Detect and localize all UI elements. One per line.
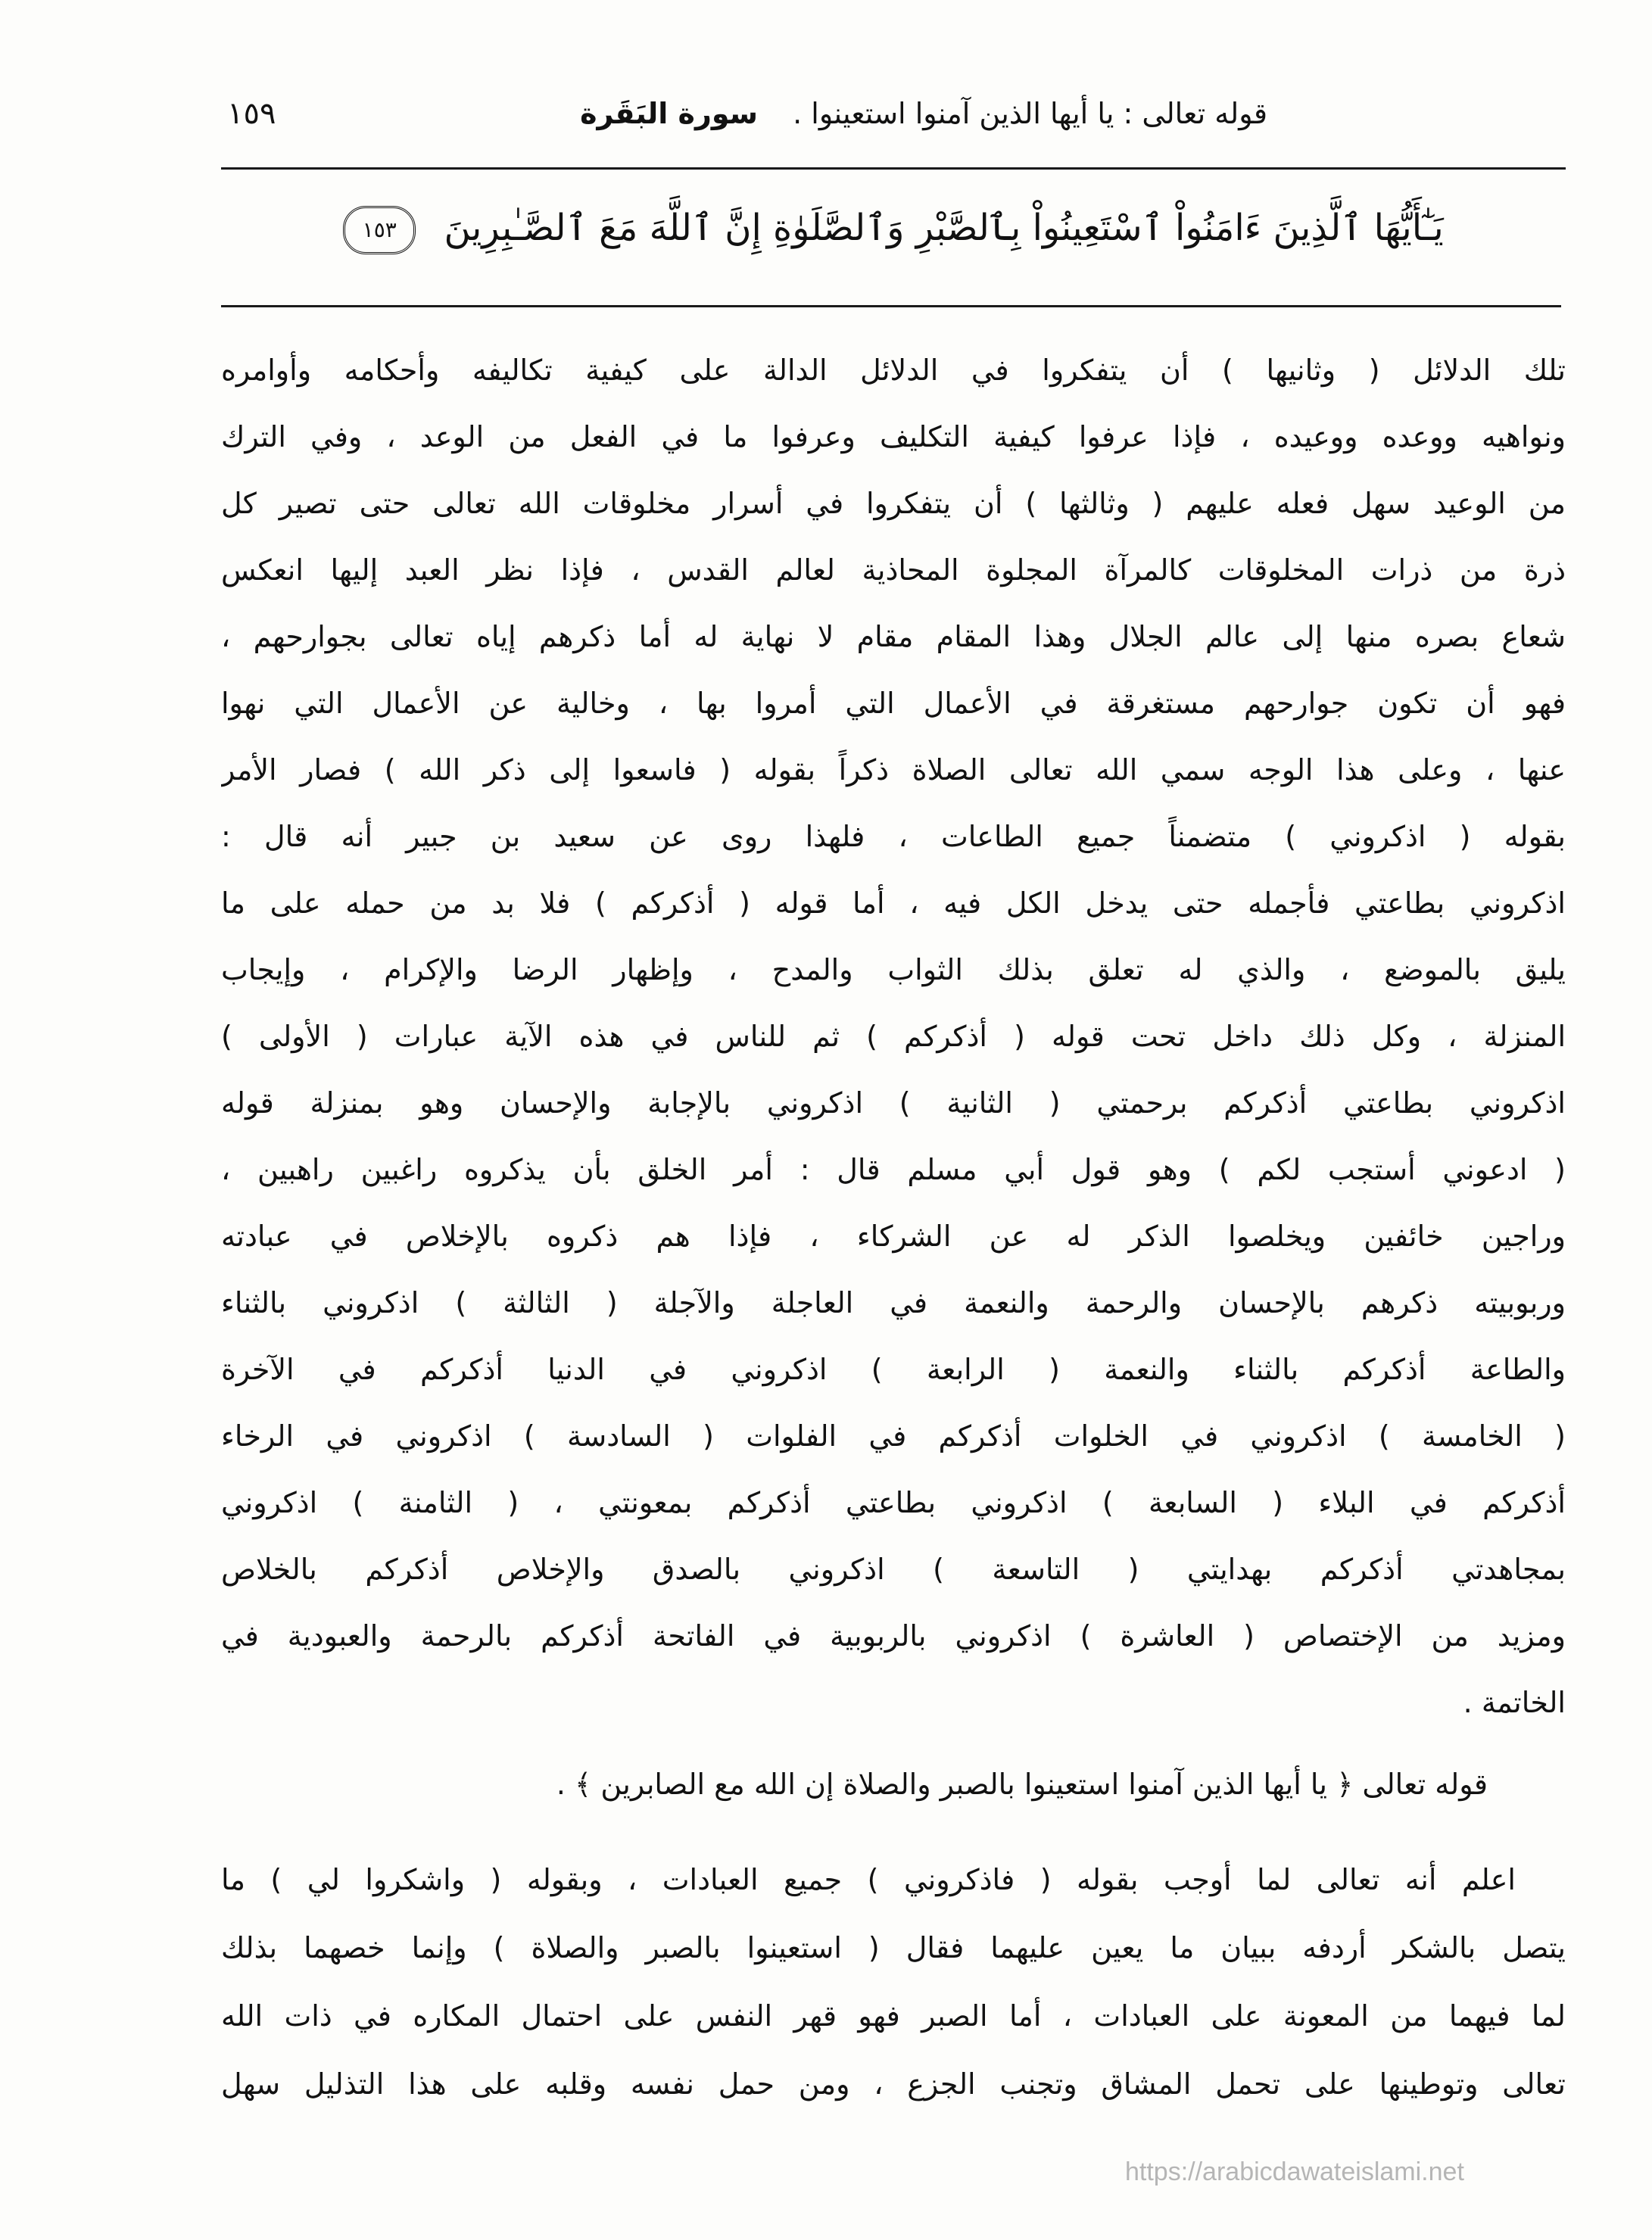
body-line: اذكروني بطاعتي فأجمله حتى يدخل الكل فيه ، أما قوله ( أذكركم ) فلا بد من حمله على ما	[221, 886, 1566, 920]
running-title: قوله تعالى : يا أيها الذين آمنوا استعينوا .	[793, 97, 1267, 130]
body-line: شعاع بصره منها إلى عالم الجلال وهذا المقام مقام لا نهاية له أما ذكرهم إياه تعالى بجوارحهم ،	[221, 620, 1566, 653]
page-number: ١٥٩	[227, 96, 276, 131]
ayah-number-marker: ١٥٣	[343, 206, 416, 254]
body-line: اذكروني بطاعتي أذكركم برحمتي ( الثانية ) اذكروني بالإجابة والإحسان وهو بمنزلة قوله	[221, 1086, 1566, 1120]
body-line: وربوبيته ذكرهم بالإحسان والرحمة والنعمة في العاجلة والآجلة ( الثالثة ) اذكروني بالثناء	[221, 1286, 1566, 1319]
verse-text: يَـٰٓأَيُّهَا ٱلَّذِينَ ءَامَنُواْ ٱسْتَعِينُواْ بِٱلصَّبْرِ وَٱلصَّلَوٰةِ إِنَّ ٱللَّهَ مَعَ ٱلصَّـٰبِرِينَ	[444, 207, 1444, 249]
header-rule	[221, 167, 1566, 170]
body-line: والطاعة أذكركم بالثناء والنعمة ( الرابعة ) اذكروني في الدنيا أذكركم في الآخرة	[221, 1353, 1566, 1386]
body-line: لما فيهما من المعونة على العبادات ، أما الصبر فهو قهر النفس على احتمال المكاره في ذات الله	[221, 1999, 1566, 2033]
verse-heading: قوله تعالى ﴿ يا أيها الذين آمنوا استعينوا بالصبر والصلاة إن الله مع الصابرين ﴾ .	[556, 1768, 1488, 1801]
running-header	[580, 92, 1267, 135]
body-line: ( الخامسة ) اذكروني في الخلوات أذكركم في الفلوات ( السادسة ) اذكروني في الرخاء	[221, 1419, 1566, 1453]
commentary-paragraph-1	[221, 337, 1566, 1736]
body-line: اعلم أنه تعالى لما أوجب بقوله ( فاذكروني ) جميع العبادات ، وبقوله ( واشكروا لي ) ما	[221, 1863, 1516, 1896]
quran-verse	[221, 198, 1566, 258]
body-line: المنزلة ، وكل ذلك داخل تحت قوله ( أذكركم ) ثم للناس في هذه الآية عبارات ( الأولى )	[221, 1020, 1566, 1053]
watermark-url: https://arabicdawateislami.net	[1125, 2157, 1464, 2186]
body-line: وراجين خائفين ويخلصوا الذكر له عن الشركاء ، فإذا هم ذكروه بالإخلاص في عبادته	[221, 1220, 1566, 1253]
body-line: ونواهيه ووعده ووعيده ، فإذا عرفوا كيفية التكليف وعرفوا ما في الفعل من الوعد ، وفي الترك	[221, 420, 1566, 453]
body-line: ( ادعوني أستجب لكم ) وهو قول أبي مسلم قال : أمر الخلق بأن يذكروه راغبين راهبين ،	[221, 1153, 1566, 1186]
body-line: أذكركم في البلاء ( السابعة ) اذكروني بطاعتي أذكركم بمعونتي ، ( الثامنة ) اذكروني	[221, 1486, 1566, 1519]
body-line: ذرة من ذرات المخلوقات كالمرآة المجلوة المحاذية لعالم القدس ، فإذا نظر العبد إليها انعكس	[221, 553, 1566, 587]
body-line: ومزيد من الإختصاص ( العاشرة ) اذكروني بالربوبية في الفاتحة أذكركم بالرحمة والعبودية في	[221, 1619, 1566, 1653]
body-line: عنها ، وعلى هذا الوجه سمي الله تعالى الصلاة ذكراً بقوله ( فاسعوا إلى ذكر الله ) فصار الأمر	[221, 753, 1566, 787]
surah-name: سورة البَقَرة	[580, 97, 759, 130]
body-line: الخاتمة .	[1463, 1686, 1566, 1719]
body-line: يليق بالموضع ، والذي له تعلق بذلك الثواب والمدح ، وإظهار الرضا والإكرام ، وإيجاب	[221, 953, 1566, 986]
body-line: بمجاهدتي أذكركم بهدايتي ( التاسعة ) اذكروني بالصدق والإخلاص أذكركم بالخلاص	[221, 1553, 1566, 1586]
commentary-paragraph-2	[221, 1846, 1566, 2118]
verse-rule	[221, 305, 1561, 307]
body-line: تلك الدلائل ( وثانيها ) أن يتفكروا في الدلائل الدالة على كيفية تكاليفه وأحكامه وأوامره	[221, 354, 1566, 387]
body-line: فهو أن تكون جوارحهم مستغرقة في الأعمال التي أمروا بها ، وخالية عن الأعمال التي نهوا	[221, 687, 1566, 720]
body-line: تعالى وتوطينها على تحمل المشاق وتجنب الجزع ، ومن حمل نفسه وقلبه على هذا التذليل سهل	[221, 2067, 1566, 2101]
body-line: بقوله ( اذكروني ) متضمناً جميع الطاعات ، فلهذا روى عن سعيد بن جبير أنه قال :	[221, 820, 1566, 853]
body-line: يتصل بالشكر أردفه ببيان ما يعين عليهما فقال ( استعينوا بالصبر والصلاة ) وإنما خصهما بذلك	[221, 1931, 1566, 1964]
body-line: من الوعيد سهل فعله عليهم ( وثالثها ) أن يتفكروا في أسرار مخلوقات الله تعالى حتى تصير كل	[221, 487, 1566, 520]
